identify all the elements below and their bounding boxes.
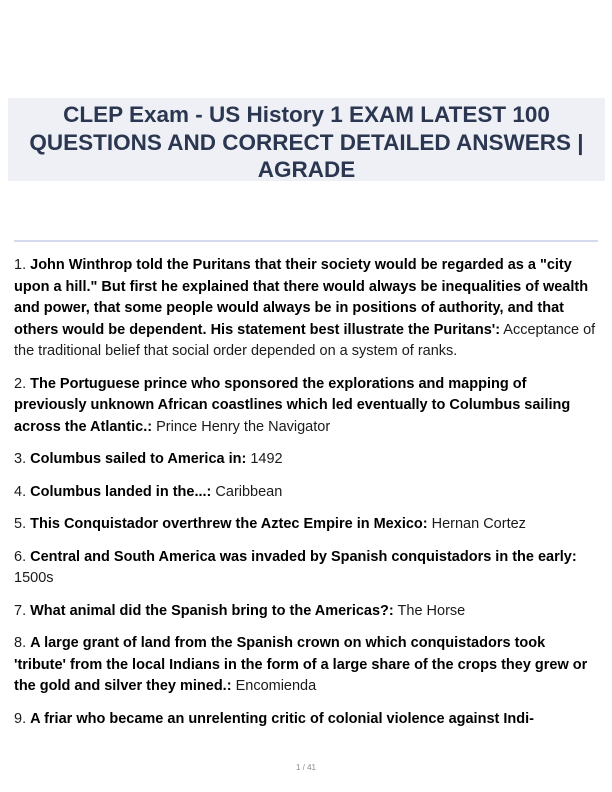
question-number: 8. [14,635,27,651]
question-text: A large grant of land from the Spanish crown on which conquistadors took 'tribute' from the local Indians in the form of a large share of the crops they grew or the gold and silver they mined.: [14,635,588,694]
answer-text: Hernan Cortez [431,516,526,532]
answer-text: The Horse [397,602,466,619]
question-text: Columbus landed in the...: [30,483,212,500]
qa-item-6 [14,547,598,590]
question-text: A friar who became an unrelenting critic of colonial violence against Indi- [30,710,534,727]
answer-text: 1492 [250,451,283,467]
document-title: CLEP Exam - US History 1 EXAM LATEST 100 QUESTIONS AND CORRECT DETAILED ANSWERS | AGRADE [29,102,584,182]
question-text: Central and South America was invaded by Spanish conquistadors in the early: [30,548,577,565]
answer-text: 1500s [14,570,54,586]
question-number: 1. [14,257,27,273]
answer-text: Prince Henry the Navigator [156,418,331,435]
qa-item-4 [14,482,598,504]
answer-text: Encomienda [235,678,317,694]
qa-item-8 [14,633,598,698]
question-number: 6. [14,548,27,565]
qa-list [14,255,598,741]
question-text: The Portuguese prince who sponsored the explorations and mapping of previously unknown African coastlines which led eventually to Columbus sailing across the Atlantic.: [14,375,571,435]
page-indicator: 1 / 41 [295,763,316,772]
qa-item-1 [14,255,598,363]
question-text: What animal did the Spanish bring to the Americas?: [30,602,394,619]
question-number: 5. [14,516,27,532]
qa-item-9 [14,709,598,731]
qa-item-7 [14,601,598,623]
qa-item-3 [14,449,598,471]
question-number: 2. [14,375,27,392]
qa-item-5 [14,514,598,536]
question-text: Columbus sailed to America in: [30,451,247,467]
question-text: This Conquistador overthrew the Aztec Empire in Mexico: [30,516,428,532]
question-number: 3. [14,451,27,467]
answer-text: Caribbean [215,483,283,500]
question-number: 9. [14,710,27,727]
question-number: 4. [14,483,27,500]
answer-text: Acceptance of the traditional belief that social order depended on a system of ranks. [14,321,596,359]
question-number: 7. [14,602,27,619]
qa-item-2 [14,374,598,439]
question-text: John Winthrop told the Puritans that their society would be regarded as a "city upon a hill." But first he explained that there would always be inequalities of wealth and power, that some people would always be in positions of authority, and that others would be dependent. His statement best illustrate the Puritans': [14,257,589,338]
